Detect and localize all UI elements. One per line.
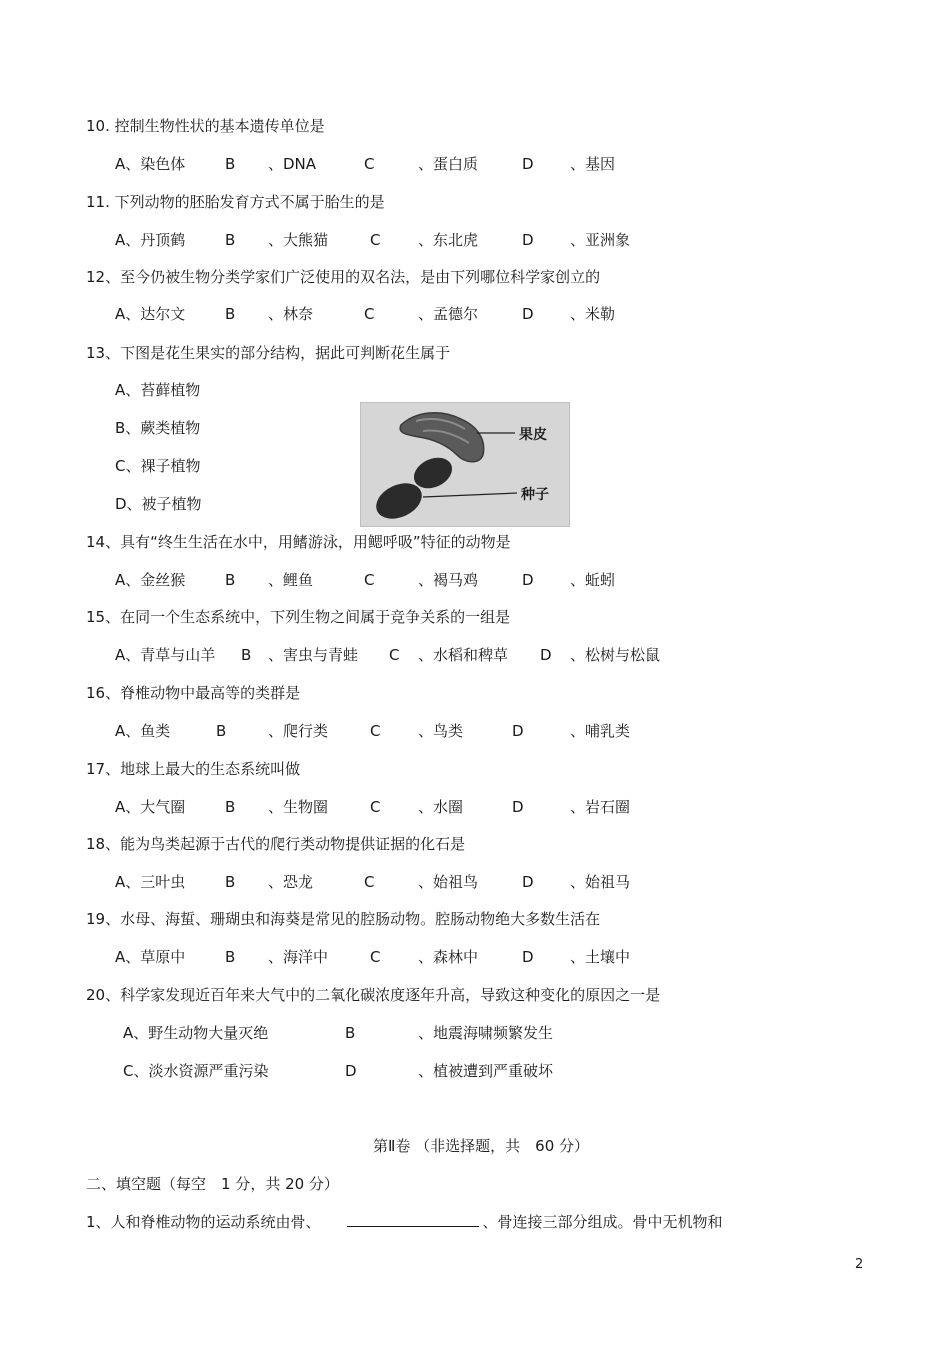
q11-option-b: 、大熊猫 xyxy=(268,231,329,249)
q14-option-c-letter: C xyxy=(364,571,375,589)
question-16-stem: 16、脊椎动物中最高等的类群是 xyxy=(86,684,301,702)
question-14-stem: 14、具有“终生生活在水中，用鳍游泳，用鳃呼吸”特征的动物是 xyxy=(86,533,511,551)
q15-option-c-letter: C xyxy=(389,646,400,664)
q12-option-b-letter: B xyxy=(225,305,236,323)
q17-option-d: 、岩石圈 xyxy=(570,798,631,816)
q12-option-b: 、林奈 xyxy=(268,305,314,323)
q19-option-c: 、森林中 xyxy=(418,948,479,966)
q15-option-d-letter: D xyxy=(540,646,552,664)
q20-option-b: 、地震海啸频繁发生 xyxy=(418,1024,554,1042)
q17-option-c-letter: C xyxy=(370,798,381,816)
q16-option-c: 、鸟类 xyxy=(418,722,464,740)
q14-option-a: A、金丝猴 xyxy=(115,571,186,589)
q19-option-a: A、草原中 xyxy=(115,948,186,966)
q19-option-b: 、海洋中 xyxy=(268,948,329,966)
q17-option-c: 、水圈 xyxy=(418,798,464,816)
q17-option-b-letter: B xyxy=(225,798,236,816)
q14-option-d: 、蚯蚓 xyxy=(570,571,616,589)
q16-option-d-letter: D xyxy=(512,722,524,740)
q18-option-b: 、恐龙 xyxy=(268,873,314,891)
q10-option-d: 、基因 xyxy=(570,155,616,173)
q19-option-c-letter: C xyxy=(370,948,381,966)
q13-option-c: C、裸子植物 xyxy=(115,457,201,475)
q10-option-d-letter: D xyxy=(522,155,534,173)
q12-option-c-letter: C xyxy=(364,305,375,323)
question-20-stem: 20、科学家发现近百年来大气中的二氧化碳浓度逐年升高，导致这种变化的原因之一是 xyxy=(86,986,661,1004)
q15-option-c: 、水稻和稗草 xyxy=(418,646,509,664)
q15-option-d: 、松树与松鼠 xyxy=(570,646,661,664)
q11-option-c-letter: C xyxy=(370,231,381,249)
q15-option-b: 、害虫与青蛙 xyxy=(268,646,359,664)
peanut-figure xyxy=(360,402,570,527)
q16-option-a: A、鱼类 xyxy=(115,722,171,740)
q16-option-c-letter: C xyxy=(370,722,381,740)
q20-option-b-letter: B xyxy=(345,1024,356,1042)
q11-option-a: A、丹顶鹤 xyxy=(115,231,186,249)
q16-option-b: 、爬行类 xyxy=(268,722,329,740)
q11-option-c: 、东北虎 xyxy=(418,231,479,249)
question-17-stem: 17、地球上最大的生态系统叫做 xyxy=(86,760,301,778)
q15-option-b-letter: B xyxy=(241,646,252,664)
q20-option-c: C、淡水资源严重污染 xyxy=(123,1062,269,1080)
q13-option-b: B、蕨类植物 xyxy=(115,419,201,437)
q19-option-d: 、土壤中 xyxy=(570,948,631,966)
question-19-stem: 19、水母、海蜇、珊瑚虫和海葵是常见的腔肠动物。腔肠动物绝大多数生活在 xyxy=(86,910,601,928)
question-12-stem: 12、至今仍被生物分类学家们广泛使用的双名法，是由下列哪位科学家创立的 xyxy=(86,268,601,286)
q17-option-d-letter: D xyxy=(512,798,524,816)
q18-option-d-letter: D xyxy=(522,873,534,891)
q10-option-b-letter: B xyxy=(225,155,236,173)
question-10-stem: 10. 控制生物性状的基本遗传单位是 xyxy=(86,117,325,135)
q18-option-c: 、始祖鸟 xyxy=(418,873,479,891)
q11-option-d: 、亚洲象 xyxy=(570,231,631,249)
q17-option-b: 、生物圈 xyxy=(268,798,329,816)
q12-option-d: 、米勒 xyxy=(570,305,616,323)
q14-option-b-letter: B xyxy=(225,571,236,589)
q20-option-d: 、植被遭到严重破坏 xyxy=(418,1062,554,1080)
q12-option-c: 、孟德尔 xyxy=(418,305,479,323)
fill-in-heading: 二、填空题（每空 1 分，共 20 分） xyxy=(86,1175,339,1193)
q12-option-a: A、达尔文 xyxy=(115,305,186,323)
q19-option-d-letter: D xyxy=(522,948,534,966)
q18-option-c-letter: C xyxy=(364,873,375,891)
q18-option-a: A、三叶虫 xyxy=(115,873,186,891)
question-11-stem: 11. 下列动物的胚胎发育方式不属于胎生的是 xyxy=(86,193,385,211)
question-13-stem: 13、下图是花生果实的部分结构，据此可判断花生属于 xyxy=(86,344,451,362)
q17-option-a: A、大气圈 xyxy=(115,798,186,816)
label-pericarp: 果皮 xyxy=(519,427,547,443)
answer-blank[interactable] xyxy=(347,1212,479,1227)
q11-option-b-letter: B xyxy=(225,231,236,249)
q20-option-a: A、野生动物大量灭绝 xyxy=(123,1024,269,1042)
q19-option-b-letter: B xyxy=(225,948,236,966)
question-15-stem: 15、在同一个生态系统中，下列生物之间属于竞争关系的一组是 xyxy=(86,608,511,626)
q15-option-a: A、青草与山羊 xyxy=(115,646,216,664)
fill-in-question-1 xyxy=(86,1212,723,1232)
peanut-illustration xyxy=(361,403,569,526)
q13-option-a: A、苔藓植物 xyxy=(115,381,201,399)
section-2-title: 第Ⅱ卷 （非选择题，共 60 分） xyxy=(373,1137,590,1155)
question-18-stem: 18、能为鸟类起源于古代的爬行类动物提供证据的化石是 xyxy=(86,835,466,853)
q1-text-part2: 、骨连接三部分组成。骨中无机物和 xyxy=(482,1213,723,1231)
q12-option-d-letter: D xyxy=(522,305,534,323)
q10-option-c-letter: C xyxy=(364,155,375,173)
q18-option-d: 、始祖马 xyxy=(570,873,631,891)
q14-option-b: 、鲤鱼 xyxy=(268,571,314,589)
q11-option-d-letter: D xyxy=(522,231,534,249)
page-number: 2 xyxy=(855,1257,864,1272)
q13-option-d: D、被子植物 xyxy=(115,495,202,513)
q1-text-part1: 1、人和脊椎动物的运动系统由骨、 xyxy=(86,1213,321,1231)
q18-option-b-letter: B xyxy=(225,873,236,891)
q14-option-c: 、褐马鸡 xyxy=(418,571,479,589)
q16-option-d: 、哺乳类 xyxy=(570,722,631,740)
q10-option-b: 、DNA xyxy=(268,155,317,173)
q20-option-d-letter: D xyxy=(345,1062,357,1080)
q10-option-c: 、蛋白质 xyxy=(418,155,479,173)
q14-option-d-letter: D xyxy=(522,571,534,589)
label-seed: 种子 xyxy=(521,487,549,503)
q10-option-a: A、染色体 xyxy=(115,155,186,173)
q16-option-b-letter: B xyxy=(216,722,227,740)
